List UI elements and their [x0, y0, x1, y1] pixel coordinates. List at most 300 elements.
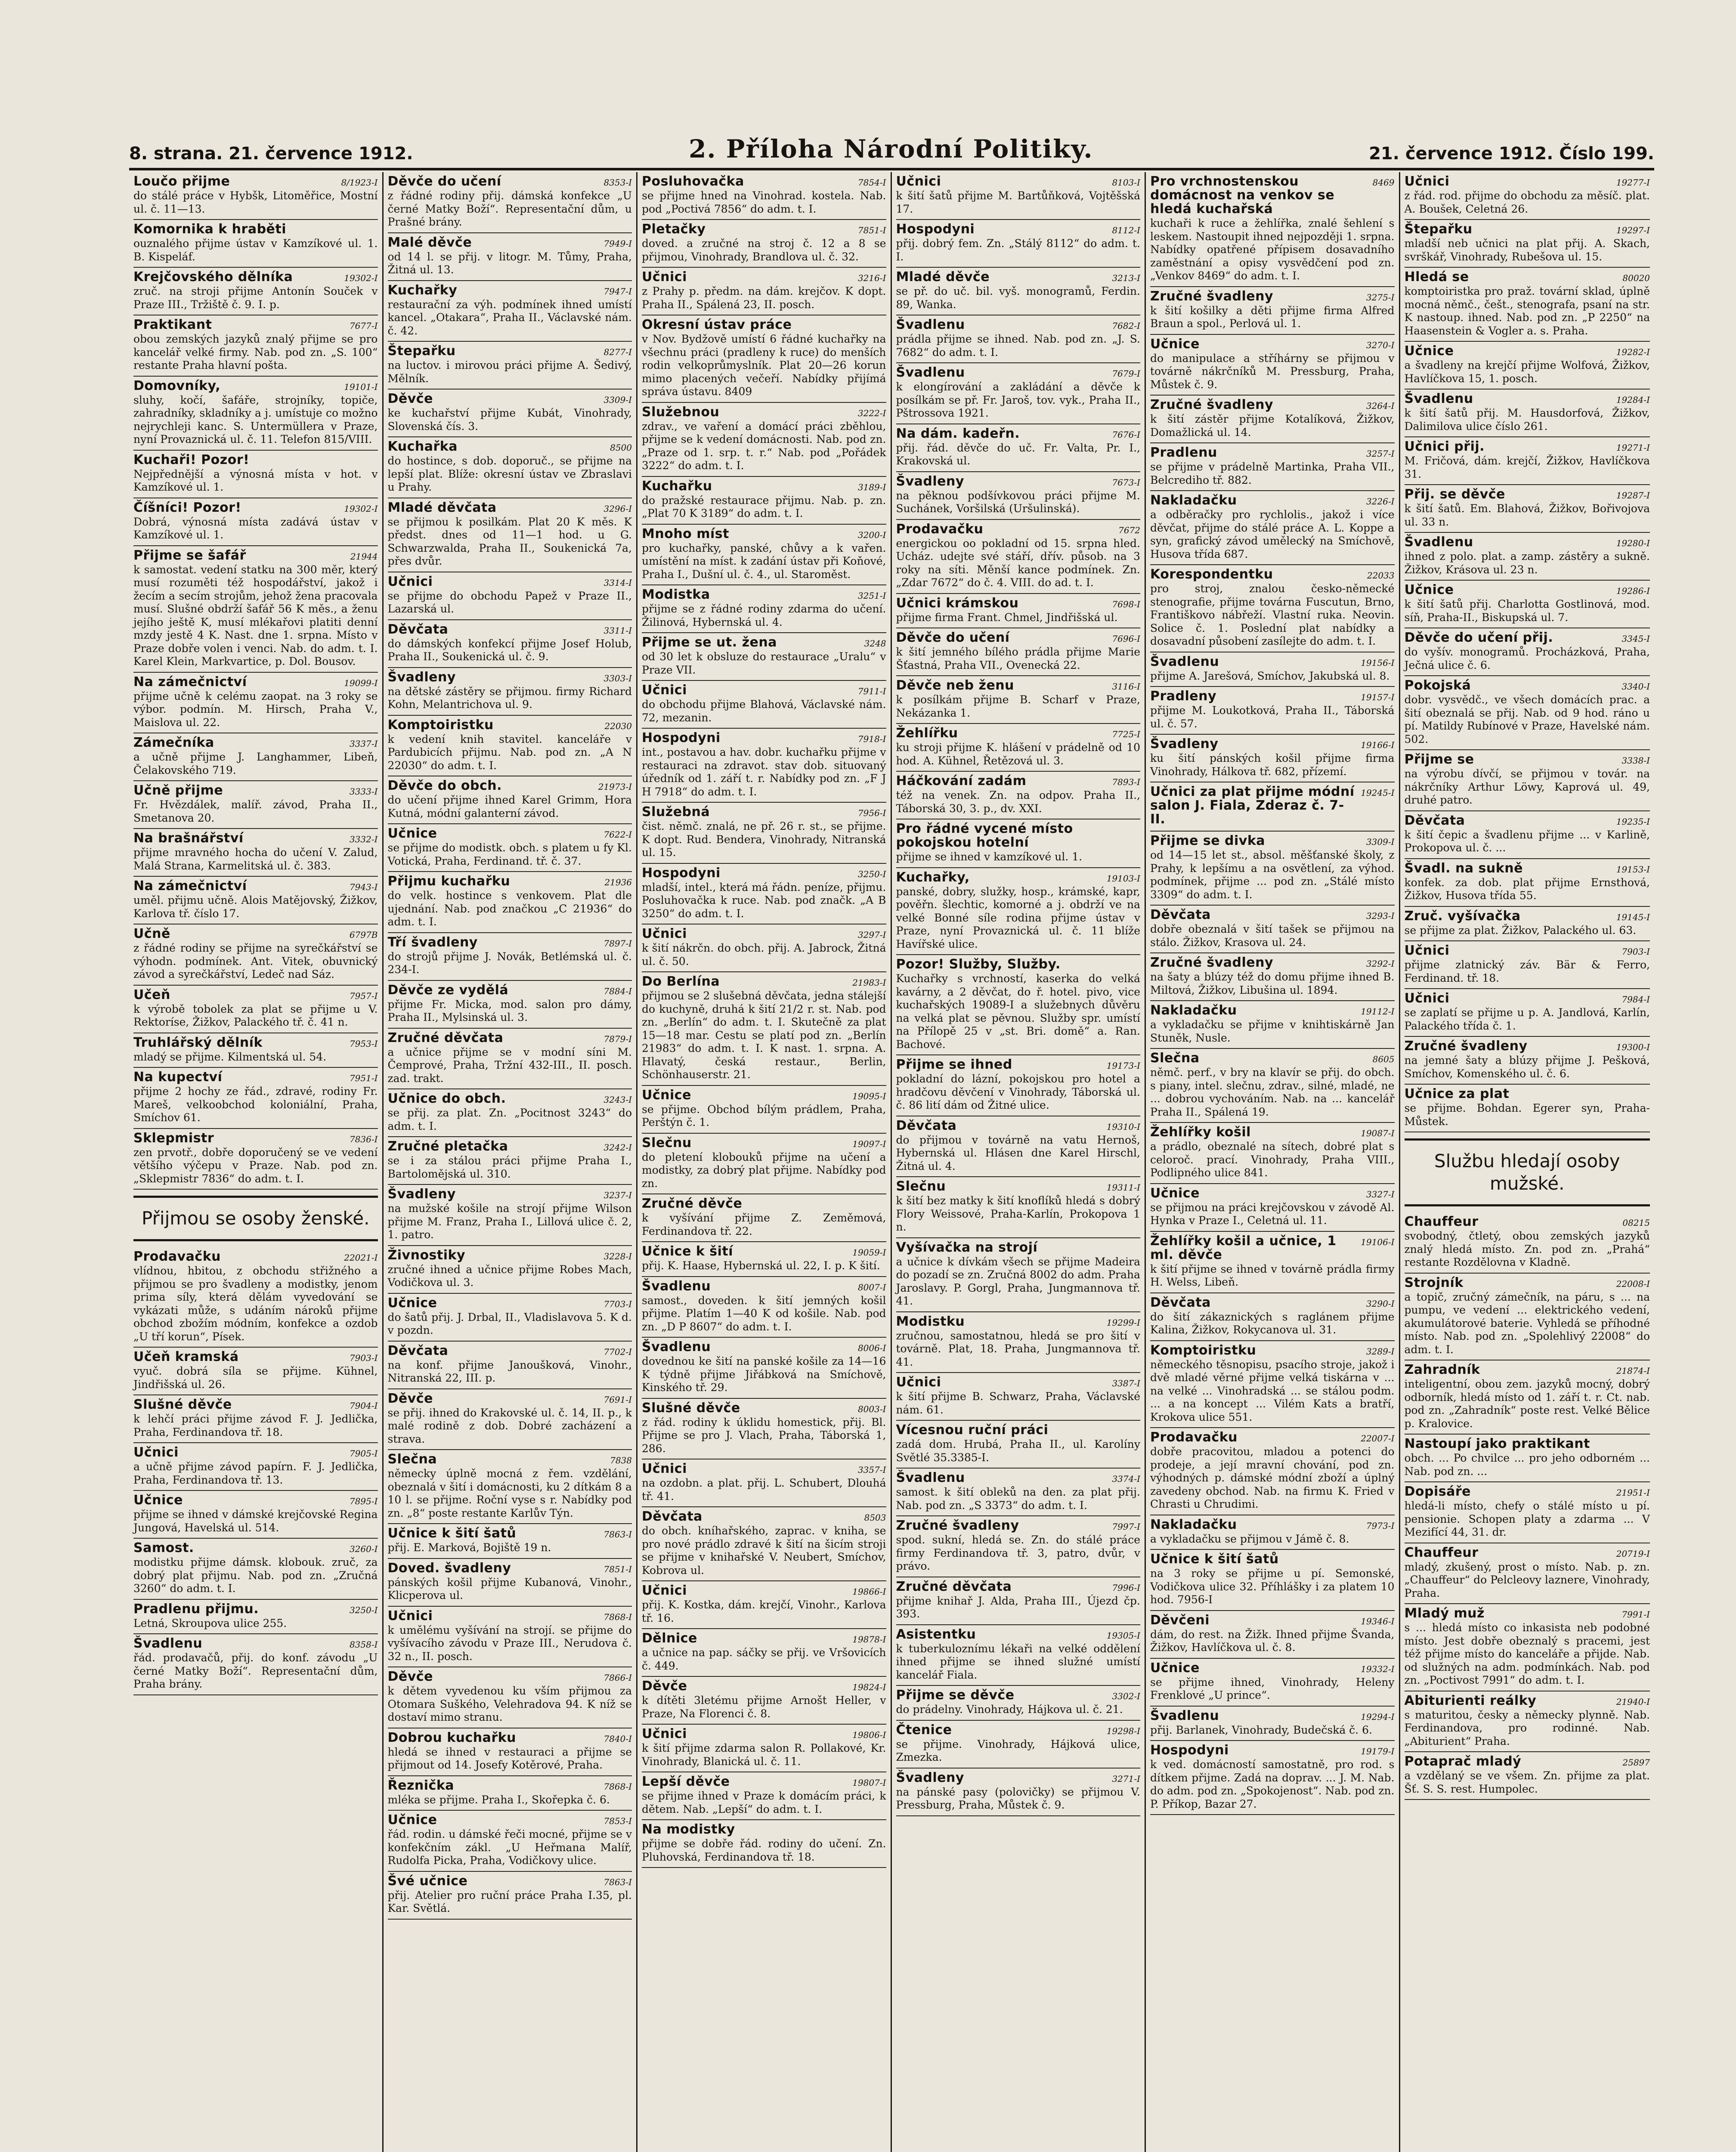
ad-code: 21973-I: [598, 782, 632, 792]
classified-ad: [388, 233, 632, 281]
ad-code: 8469: [1372, 177, 1395, 188]
ad-title: Služebná: [642, 804, 710, 819]
classified-ad: [896, 868, 1141, 955]
ad-code: 7854-I: [857, 177, 886, 188]
classified-ad: [642, 1277, 886, 1338]
ad-title: Děvče: [642, 1679, 687, 1694]
ad-header: [896, 1688, 1141, 1702]
classified-ad: [896, 1177, 1141, 1238]
classified-ad: [896, 1238, 1141, 1312]
ad-body: k šití šatů. Em. Blahová, Žižkov, Bořivojova ul. 33 n.: [1404, 502, 1650, 528]
ad-body: s ... hledá místo co inkasista neb podobné místo. Jest dobře obeznalý s pracemi, jest též přijme místo do kanceláře a přijde. Nab. od služných na adm. podmínkách. Nab. pod zn. „Poctivost 7991“ do adm. t. I.: [1404, 1621, 1650, 1686]
classified-ad: [133, 1634, 378, 1695]
ad-title: Hospodyni: [896, 222, 975, 237]
ad-header: [133, 927, 378, 941]
ad-header: [388, 1296, 632, 1310]
ad-header: [1405, 1276, 1650, 1290]
ad-code: 8605: [1372, 1054, 1395, 1064]
ad-body: přijme se z řádné rodiny zdarma do učení. Žilinová, Hybernská ul. 4.: [642, 603, 886, 628]
classified-ad: [1405, 1691, 1650, 1753]
ad-title: Švadlenu: [642, 1278, 711, 1294]
ad-body: přij. K. Haase, Hybernská ul. 22, I. p. K šití.: [642, 1259, 880, 1272]
ad-header: [1405, 1485, 1650, 1499]
ad-body: int., postavou a hav. dobr. kuchařku přijme v restauraci na zdravot. stav dob. situovaný úředník od 1. září t. r. Nabídky pod zn. „F J H 7918“ do adm. t. I.: [642, 746, 886, 798]
ad-title: Učnici: [133, 1445, 179, 1460]
classified-ad: [1405, 485, 1650, 533]
ad-title: Učnici: [1404, 174, 1450, 189]
section-heading: Službu hledají osoby mužské.: [1405, 1138, 1650, 1206]
ad-title: Vícesnou ruční práci: [896, 1422, 1049, 1438]
classified-ad: [388, 437, 632, 498]
ad-title: Mladé děvčata: [387, 500, 497, 515]
ad-body: se přij. ihned do Krakovské ul. č. 14, II. p., k malé rodině z dob. Dobré zacházení a strava.: [387, 1406, 632, 1445]
ad-body: a vykladačku se přijme v knihtiskárně Jan Stuněk, Nusle.: [1150, 1018, 1395, 1044]
classified-ad: [642, 525, 886, 586]
classified-ad: [642, 1772, 886, 1820]
ad-header: [1150, 1661, 1395, 1675]
classified-ad: [388, 1607, 632, 1668]
ad-code: 7996-I: [1112, 1582, 1140, 1593]
classified-ad: [1150, 1515, 1395, 1550]
ad-header: [133, 379, 378, 393]
ad-title: Učnice k šití: [642, 1244, 733, 1259]
ad-title: Švadlenu: [896, 1470, 965, 1485]
ad-code: 7679-I: [1112, 368, 1140, 379]
classified-ad: [642, 633, 886, 681]
ad-body: k šití jemného bílého prádla přijme Marie Šťastná, Praha VII., Ovenecká 22.: [896, 646, 1140, 671]
ad-body: dám, do rest. na Žižk. Ihned přijme Švanda, Žižkov, Havlíčkova ul. č. 8.: [1150, 1628, 1395, 1654]
ad-title: Kuchařku: [642, 478, 712, 494]
ad-title: Učnici: [896, 174, 941, 189]
ad-code: 7997-I: [1112, 1521, 1140, 1532]
ad-body: k posílkám přijme B. Scharf v Praze, Nekázanka 1.: [896, 693, 1140, 719]
ad-body: přij. E. Marková, Bojiště 19 n.: [387, 1541, 551, 1554]
ad-header: [1150, 785, 1395, 826]
ad-header: [642, 1197, 886, 1211]
classified-ad: [133, 315, 378, 377]
ad-code: 19156-I: [1361, 657, 1395, 668]
ad-code: 7868-I: [603, 1781, 632, 1792]
classified-ad: [388, 498, 632, 572]
ad-code: 19807-I: [852, 1778, 886, 1788]
ad-header: [388, 1670, 632, 1684]
ad-body: na výrobu dívčí, se přijmou v továr. na nákrčníky Arthur Löwy, Kaprová ul. 49, druhé patro.: [1404, 767, 1650, 806]
ad-code: 22030: [604, 720, 632, 731]
ad-body: německého těsnopisu, psacího stroje, jakož i dvě mladé věrné přijme velká tiskárna v ... na velké ... Vinohradská ... se stálou podm. ... a na koncept ... Vilém Kats a bratří, Krokova ulice 551.: [1150, 1358, 1395, 1423]
ad-title: Nakladačku: [1150, 1517, 1237, 1532]
ad-body: do vyšív. monogramů. Procházková, Praha, Ječná ulice č. 6.: [1404, 646, 1650, 671]
ad-title: Švadlenu: [1150, 654, 1219, 669]
ad-title: Učnice za plat: [1404, 1086, 1510, 1101]
classified-ad: [133, 1068, 378, 1129]
ad-title: Přijme se ihned: [896, 1057, 1012, 1072]
classified-ad: [1405, 811, 1650, 859]
ad-header: [896, 1771, 1141, 1785]
classified-ad: [388, 1342, 632, 1389]
column-6: [1400, 172, 1655, 2152]
classified-ad: [1150, 443, 1395, 491]
ad-code: 7956-I: [857, 808, 886, 818]
classified-ad: [896, 1625, 1141, 1686]
ad-body: do pražské restaurace přijmu. Nab. p. zn. „Plat 70 K 3189“ do adm. t. I.: [642, 494, 886, 519]
ad-title: Děvče do obch.: [387, 778, 502, 793]
ad-header: [388, 1392, 632, 1406]
ad-code: 7943-I: [349, 882, 378, 892]
ad-body: k šití šatů přijme M. Bartůňková, Vojtěšská 17.: [896, 189, 1140, 215]
ad-body: sluhy, kočí, šafáře, strojníky, topiče, zahradníky, skladníky a j. umístuje co možno nejrychleji kanc. S. Untermüllera v Praze, nyní Provaznická ul. č. 11. Telefon 815/VIII.: [133, 393, 378, 445]
ad-body: mladší neb učnici na plat přij. A. Skach, svrškář, Vinohrady, Rubešova ul. 15.: [1404, 237, 1650, 263]
ad-code: 19332-I: [1361, 1663, 1395, 1674]
ad-body: na 3 roky se přijme u pí. Semonské, Vodičkova ulice 32. Příhlášky i za platem 10 hod. 7956-I: [1150, 1567, 1395, 1606]
ad-body: přijme firma Frant. Chmel, Jindřišská ul.: [896, 611, 1118, 624]
ad-header: [896, 871, 1141, 884]
classified-ad: [642, 220, 886, 268]
ad-title: Učnici: [387, 574, 433, 589]
ad-header: [642, 731, 886, 745]
ad-title: Učnici krámskou: [896, 595, 1019, 611]
ad-header: [642, 1823, 886, 1837]
ad-title: Mladý muž: [1404, 1606, 1485, 1621]
ad-body: dobr. vysvědč., ve všech domácích prac. a šití obeznalá se přij. Nab. od 9 hod. ráno u pí. Matildy Rubínové v Praze, Havelské nám. 502.: [1404, 693, 1650, 745]
ad-header: [896, 366, 1141, 380]
ad-title: Přijme se divka: [1150, 833, 1266, 848]
classified-ad: [1405, 750, 1650, 811]
classified-ad: [1150, 1707, 1395, 1741]
classified-ad: [896, 220, 1141, 268]
ad-header: [896, 1058, 1141, 1072]
classified-ad: [896, 268, 1141, 315]
ad-title: Učně přijme: [133, 783, 223, 798]
ad-code: 3275-I: [1366, 292, 1395, 303]
ad-header: [642, 1510, 886, 1524]
ad-code: 7903-I: [1622, 946, 1650, 957]
ad-title: Děvčata: [1404, 813, 1465, 828]
classified-ad: [642, 1399, 886, 1460]
ad-code: 7851-I: [857, 225, 886, 235]
ad-header: [642, 1462, 886, 1476]
ad-code: 3303-I: [603, 673, 632, 683]
ad-header: [1405, 814, 1650, 828]
classified-ad: [133, 673, 378, 734]
classified-ad: [642, 1507, 886, 1581]
classified-ad: [133, 546, 378, 673]
ad-title: Děvče: [387, 1391, 433, 1406]
ad-body: zručné ihned a učnice přijme Robes Mach, Vodičkova ul. 3.: [387, 1263, 632, 1289]
classified-ad: [133, 451, 378, 498]
ad-title: Zruč. vyšívačka: [1404, 908, 1521, 924]
ad-body: kuchaři k ruce a žehlířka, znalé šehlení s leskem. Nastoupit ihned nejpozději 1. srpna. Nabídky opatřené přípisem dosavadního zaměstnání a opisy vysvědčení pod zn. „Venkov 8469“ do adm. t. I.: [1150, 217, 1395, 282]
ad-header: [133, 879, 378, 893]
classified-ad: [388, 281, 632, 342]
classified-ad: [896, 1577, 1141, 1625]
masthead: [129, 129, 1654, 170]
ad-title: Kuchaři! Pozor!: [133, 452, 250, 467]
ad-header: [1150, 337, 1395, 351]
ad-body: přijme M. Loukotková, Praha II., Táborská ul. č. 57.: [1150, 704, 1395, 730]
ad-body: ihned z polo. plat. a zamp. zástěry a sukně. Žižkov, Krásova ul. 23 n.: [1404, 550, 1650, 576]
ad-code: 21983-I: [852, 977, 886, 988]
ad-title: Hospodyni: [642, 865, 721, 881]
ad-title: Učnici: [642, 1583, 687, 1598]
classified-ad: [1150, 1184, 1395, 1232]
ad-code: 3116-I: [1112, 681, 1140, 692]
classified-ad: [642, 1725, 886, 1772]
ad-code: 7868-I: [603, 1611, 632, 1622]
classified-ad: [133, 1129, 378, 1190]
ad-header: [388, 936, 632, 949]
ad-body: se př. do uč. bil. vyš. monogramů, Ferdin. 89, Wanka.: [896, 285, 1140, 311]
ad-header: [1150, 690, 1395, 703]
ad-body: na ozdobn. a plat. přij. L. Schubert, Dlouhá tř. 41.: [642, 1477, 886, 1503]
classified-ad: [388, 1185, 632, 1246]
ad-header: [1405, 1694, 1650, 1708]
ad-body: a vzdělaný se ve všem. Zn. přijme za plat. Šť. S. S. rest. Humpolec.: [1404, 1769, 1650, 1795]
classified-ad: [133, 1395, 378, 1443]
ad-title: Na brašnářství: [133, 831, 244, 846]
ad-header: [896, 958, 1141, 971]
ad-header: [642, 805, 886, 819]
ad-header: [133, 1398, 378, 1412]
ad-body: přijme se ihned v kamzíkové ul. 1.: [896, 850, 1083, 863]
ad-header: [388, 1092, 632, 1106]
ad-header: [896, 727, 1141, 740]
ad-header: [133, 1350, 378, 1364]
ad-code: 3250-I: [349, 1605, 378, 1615]
ad-body: zdrav., ve vaření a domácí práci zběhlou, přijme se k vedení domácnosti. Nab. pod zn. „Praze od 1. srp. t. r.“ Nab. pod „Pořádek 3222“ do adm. t. I.: [642, 420, 886, 472]
ad-code: 3242-I: [603, 1142, 632, 1153]
ad-title: Děvčata: [1150, 907, 1211, 922]
classified-ad: [1405, 437, 1650, 485]
ad-header: [388, 284, 632, 297]
ad-header: [133, 1541, 378, 1555]
classified-ad: [896, 520, 1141, 594]
ad-header: [388, 1453, 632, 1466]
ad-header: [1150, 956, 1395, 970]
ad-body: energickou oo pokladní od 15. srpna hled. Ucház. udejte své stáří, dřív. působ. na 3 roky na síti. Měnší kance podmínek. Zn. „Zdar 7672“ do č. 4. VIII. do ad. t. I.: [896, 537, 1140, 589]
ad-header: [1405, 223, 1650, 236]
ad-body: Letná, Skroupova ulice 255.: [133, 1617, 287, 1629]
ad-body: mladší, intel., která má řádn. peníze, přijmu. Posluhovačka k ruce. Nab. pod značk. „A B 3250“ do adm. t. I.: [642, 881, 886, 920]
ad-header: [1405, 1087, 1650, 1101]
ad-body: do dámských konfekcí přijme Josef Holub, Praha II., Soukenická ul. č. 9.: [387, 637, 632, 663]
ad-body: do přijmou v továrně na vatu Hernoš, Hybernská ul. Hlásen dne Karel Hirschl, Žitná ul. 4.: [896, 1133, 1140, 1172]
classified-ad: [388, 1559, 632, 1607]
ad-header: [388, 392, 632, 406]
ad-title: Učnici: [642, 926, 687, 941]
ad-header: [896, 318, 1141, 332]
classified-ad: [896, 1116, 1141, 1178]
ad-title: Švadlenu: [1150, 1708, 1219, 1723]
classified-ad: [1150, 687, 1395, 735]
classified-ad: [1405, 172, 1650, 220]
ad-title: Komptoiristku: [387, 717, 494, 733]
ad-title: Pro vrchnostenskou domácnost na venkov se hledá kuchařská: [1150, 174, 1335, 216]
classified-ad: [133, 1247, 378, 1348]
ad-title: Zručné pletačka: [387, 1139, 508, 1154]
classified-ad: [133, 268, 378, 315]
ad-header: [1405, 583, 1650, 597]
ad-title: Komptoiristku: [1150, 1342, 1256, 1358]
ad-code: 19302-I: [344, 503, 378, 514]
ad-code: 7691-I: [603, 1394, 632, 1405]
ad-title: Truhlářský dělník: [133, 1035, 263, 1050]
ad-header: [1405, 1215, 1650, 1229]
classified-columns: [129, 172, 1654, 2152]
classified-ad: [388, 716, 632, 777]
ad-body: Dobrá, výnosná místa zadává ústav v Kamzíkové ul. 1.: [133, 515, 378, 541]
ad-title: Živnostiky: [387, 1247, 466, 1263]
ad-body: se přijmou na práci krejčovskou v závodě Al. Hynka v Praze I., Celetná ul. 11.: [1150, 1201, 1395, 1227]
ad-title: Modistku: [896, 1314, 965, 1329]
ad-header: [896, 475, 1141, 489]
ad-code: 3332-I: [349, 834, 378, 844]
ad-code: 3333-I: [349, 786, 378, 797]
ad-code: 19294-I: [1361, 1711, 1395, 1722]
ad-header: [1150, 290, 1395, 303]
ad-header: [896, 1723, 1141, 1737]
classified-ad: [896, 1421, 1141, 1469]
ad-header: [133, 1250, 378, 1264]
ad-header: [1405, 1546, 1650, 1560]
classified-ad: [388, 1524, 632, 1559]
classified-ad: [1150, 172, 1395, 287]
ad-code: 3290-I: [1366, 1298, 1395, 1309]
ad-code: 7677-I: [349, 321, 378, 331]
ad-code: 3293-I: [1366, 911, 1395, 921]
ad-header: [1150, 1431, 1395, 1444]
ad-body: zen prvotř., dobře doporučený se ve vedení většího výčepu v Praze. Nab. pod zn. „Sklepmistr 7836“ do adm. t. I.: [133, 1146, 378, 1185]
ad-title: Nakladačku: [1150, 493, 1237, 508]
ad-body: a prádlo, obeznalé na sítech, dobré plat s celoroč. prací. Vinohrady, Praha VIII., Podlipného ulice 841.: [1150, 1140, 1395, 1179]
ad-body: do strojů přijme J. Novák, Betlémská ul. č. 234-I.: [387, 950, 632, 976]
ad-title: Učnice: [387, 826, 437, 841]
ad-body: hledá se ihned v restauraci a přijme se přijmout od 14. Josefy Kotěrové, Praha.: [387, 1745, 632, 1771]
classified-ad: [1150, 1659, 1395, 1707]
ad-title: Na zámečnictví: [133, 674, 247, 690]
ad-body: a učnice přijme se v modní síni M. Čemprové, Praha, Tržní 432-III., II. posch. zad. trakt.: [387, 1045, 632, 1085]
ad-header: [642, 1340, 886, 1354]
ad-header: [1150, 1125, 1395, 1139]
ad-body: ku šití pánských košil přijme firma Vinohrady, Hálkova tř. 682, přízemí.: [1150, 752, 1395, 778]
classified-ad: [388, 572, 632, 620]
ad-code: 3189-I: [857, 482, 886, 492]
ad-header: [896, 1519, 1141, 1533]
ad-title: Děvčata: [1150, 1295, 1211, 1310]
classified-ad: [1150, 491, 1395, 565]
ad-title: Děvče neb ženu: [896, 678, 1015, 693]
ad-title: Přijme se: [1404, 752, 1474, 767]
ad-body: prádla přijme se ihned. Nab. pod zn. „J. S. 7682“ do adm. t. I.: [896, 333, 1140, 359]
ad-body: k šití šatů přij. Charlotta Gostlinová, mod. síň, Praha-II., Biskupská ul. 7.: [1404, 598, 1650, 624]
ad-code: 7893-I: [1112, 777, 1140, 787]
ad-title: Švadleny: [896, 473, 964, 489]
classified-ad: [896, 772, 1141, 819]
ad-title: Lepší děvče: [642, 1774, 730, 1789]
ad-code: 19245-I: [1361, 788, 1395, 798]
ad-code: 7904-I: [349, 1401, 378, 1411]
ad-title: Potaprač mladý: [1404, 1754, 1522, 1769]
classified-ad: [1150, 953, 1395, 1001]
ad-title: Pradlenu: [1150, 445, 1217, 460]
ad-header: [1150, 568, 1395, 581]
ad-body: a učnice na pap. sáčky se přij. ve Vršovicích č. 449.: [642, 1646, 886, 1672]
ad-code: 7884-I: [603, 986, 632, 996]
ad-body: na šaty a blúzy též do domu přijme ihned B. Miltová, Žižkov, Libušina ul. 1894.: [1150, 971, 1395, 996]
classified-ad: [388, 620, 632, 668]
ad-title: Pradleny: [1150, 689, 1217, 704]
ad-code: 3340-I: [1622, 681, 1650, 692]
ad-code: 3264-I: [1366, 401, 1395, 411]
classified-ad: [642, 585, 886, 633]
ad-title: Hospodyni: [1150, 1743, 1229, 1758]
ad-header: [388, 718, 632, 732]
ad-body: od 14—15 let st., absol. měšťanské školy, z Prahy, k lepšímu a na osvětlení, za výhod. podmínek, přijme ... pod zn. „Stálé místo 3309“ do adm. t. I.: [1150, 849, 1395, 901]
ad-header: [1405, 679, 1650, 693]
classified-ad: [1405, 1482, 1650, 1543]
classified-ad: [388, 1776, 632, 1811]
ad-body: čist. němč. znalá, ne př. 26 r. st., se přijme. K dopt. Rud. Bendera, Vinohrady, Nitranská ul. 15.: [642, 820, 886, 859]
ad-title: Štepařku: [1404, 222, 1473, 237]
ad-header: [388, 827, 632, 841]
classified-ad: [642, 172, 886, 220]
ad-body: přij. Barlanek, Vinohrady, Budečská č. 6.: [1150, 1723, 1372, 1736]
ad-code: 7953-I: [349, 1038, 378, 1049]
ad-body: hledá-li místo, chefy o stálé místo u pí. pensionie. Schopen platy a zdarma ... V Mezifící 44, 31. dr.: [1404, 1500, 1650, 1538]
page-date-left: 8. strana. 21. července 1912.: [129, 144, 413, 164]
classified-ad: [1405, 581, 1650, 628]
ad-code: 21874-I: [1616, 1366, 1650, 1376]
ad-title: Pozor! Služby, Služby.: [896, 957, 1061, 972]
ad-title: Přij. se děvče: [1404, 487, 1505, 502]
ad-body: k šití čepic a švadlenu přijme ... v Karlině, Prokopova ul. č. ...: [1404, 828, 1650, 854]
classified-ad: [896, 363, 1141, 424]
ad-body: samost., doveden. k šití jemných košil přijme. Platím 1—40 K od košile. Nab. pod zn. „D P 8607“ do adm. t. I.: [642, 1294, 886, 1333]
ad-body: též na venek. Zn. na odpov. Praha II., Táborská 30, 3. p., dv. XXI.: [896, 789, 1140, 815]
ad-header: [133, 1070, 378, 1084]
ad-code: 8277-I: [603, 347, 632, 357]
ad-title: Děvčata: [387, 1343, 449, 1358]
ad-title: Švadl. na sukně: [1404, 860, 1523, 876]
classified-ad: [896, 676, 1141, 724]
ad-body: mléka se přijme. Praha I., Skořepka č. 6.: [387, 1793, 610, 1806]
ad-title: Kuchařka: [387, 439, 458, 454]
ad-header: [1150, 1296, 1395, 1310]
ad-body: pro stroj, znalou česko-německé stenografie, přijme továrna Fuscutun, Brno, Františkovo nábřeží. Vlastní ruka. Neovin. Solice č. 1. Poslední plat nabídky a dosavadní působení zasílejte do adm. t. I.: [1150, 582, 1395, 647]
ad-title: Hospodyni: [642, 730, 721, 745]
classified-ad: [388, 824, 632, 872]
ad-body: a odběračky pro rychlolis., jakož i více děvčat, přijme do stálé práce A. L. Koppe a syn, grafický závod umělecký na Smíchově, Husova třída 687.: [1150, 508, 1395, 560]
ad-body: k šití šatů přij. M. Hausdorfová, Žižkov, Dalimilova ulice číslo 261.: [1404, 407, 1650, 433]
ad-title: Do Berlína: [642, 974, 720, 989]
ad-code: 19297-I: [1616, 225, 1650, 235]
classified-ad: [388, 172, 632, 233]
ad-title: Švé učnice: [387, 1873, 468, 1889]
ad-code: 25897: [1622, 1757, 1650, 1768]
ad-header: [1150, 1744, 1395, 1757]
ad-code: 8353-I: [603, 177, 632, 188]
ad-code: 7698-I: [1112, 599, 1140, 609]
classified-ad: [1405, 1212, 1650, 1274]
ad-body: a učně přijme závod papírn. F. J. Jedlička, Praha, Ferdinandova tř. 13.: [133, 1460, 378, 1486]
ad-code: 22008-I: [1616, 1278, 1650, 1289]
newspaper-title: 2. Příloha Národní Politiky.: [689, 134, 1093, 164]
ad-code: 3222-I: [857, 408, 886, 418]
ad-title: Učnici: [642, 269, 687, 284]
ad-header: [896, 1180, 1141, 1193]
ad-title: Děvče: [387, 1669, 433, 1684]
ad-body: ke kuchařství přijme Kubát, Vinohrady, Slovenská čís. 3.: [387, 407, 632, 433]
ad-code: 7918-I: [857, 734, 886, 744]
